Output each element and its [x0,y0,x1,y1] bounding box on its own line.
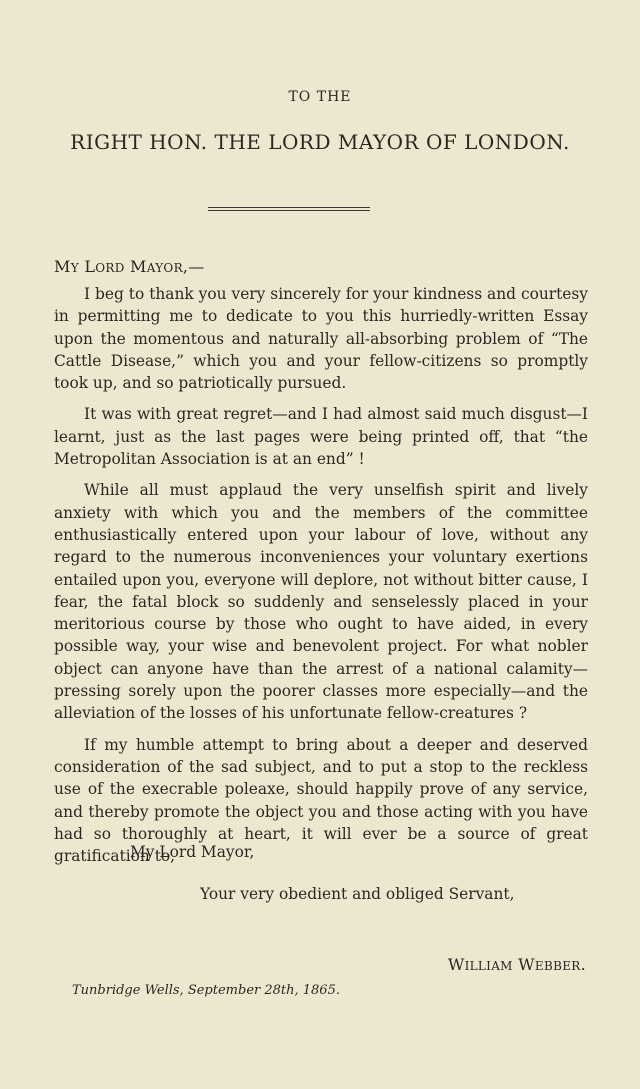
double-rule-top [208,207,370,208]
signature-rest: EBBER [534,959,581,973]
salutation-initial: M [54,257,71,276]
double-rule-bottom [208,210,370,211]
place-date: Tunbridge Wells, September 28th, 1865. [72,983,340,998]
paragraph: I beg to thank you very sincerely for your kindness and courtesy in permitting me to dedicate to you this hurriedly-written Essay upon the momentous and naturally all-absorbing problem of “The Cattle Disease,” which you and your fellow-citizens so promptly took up, and so patriotically pursued. [54,285,588,393]
signature-initial: W [447,955,465,974]
closing-servant: Your very obedient and obliged Servant, [200,885,515,903]
signature [448,955,586,974]
closing-address: My Lord Mayor, [130,843,255,861]
salutation-rest: AYOR [146,261,183,275]
paragraph: If my humble attempt to bring about a deeper and deserved consideration of the sad subject, and to put a stop to the reckless use of the execrable poleaxe, should happily prove of any service, and thereby promote the object you and those acting with you have had so thoroughly at heart, it will ever be a source of great gratification to, [54,735,588,866]
signature-tail: . [580,955,586,974]
paragraph: It was with great regret—and I had almost said much disgust—I learnt, just as the last pages were being printed off, that “the Metropolitan Association is at an end” ! [54,405,588,469]
signature-initial: W [518,955,535,974]
dedicatee-heading: RIGHT HON. THE LORD MAYOR OF LONDON. [70,130,570,154]
salutation-rest: ORD [95,261,125,275]
salutation [54,257,205,276]
signature-rest: ILLIAM [464,959,513,973]
to-the-heading: TO THE [288,89,352,105]
salutation-initial: L [84,257,96,276]
letter-body [54,283,588,876]
salutation-tail: ,— [182,257,205,276]
salutation-initial: M [130,257,147,276]
paragraph: While all must applaud the very unselfish spirit and lively anxiety with which you and the members of the committee enthusiastically entered upon your labour of love, without any regard to the numerous inconveniences your voluntary exertions entailed upon you, everyone will deplore, not without bitter cause, I fear, the fatal block so suddenly and senselessly placed in your meritorious course by those who ought to have aided, in every possible way, your wise and benevolent project. For what nobler object can anyone have than the arrest of a national calamity—pressing sorely upon the poorer classes more especially—and the alleviation of the losses of his unfortunate fellow-creatures ? [54,481,588,723]
salutation-rest: Y [70,261,79,275]
